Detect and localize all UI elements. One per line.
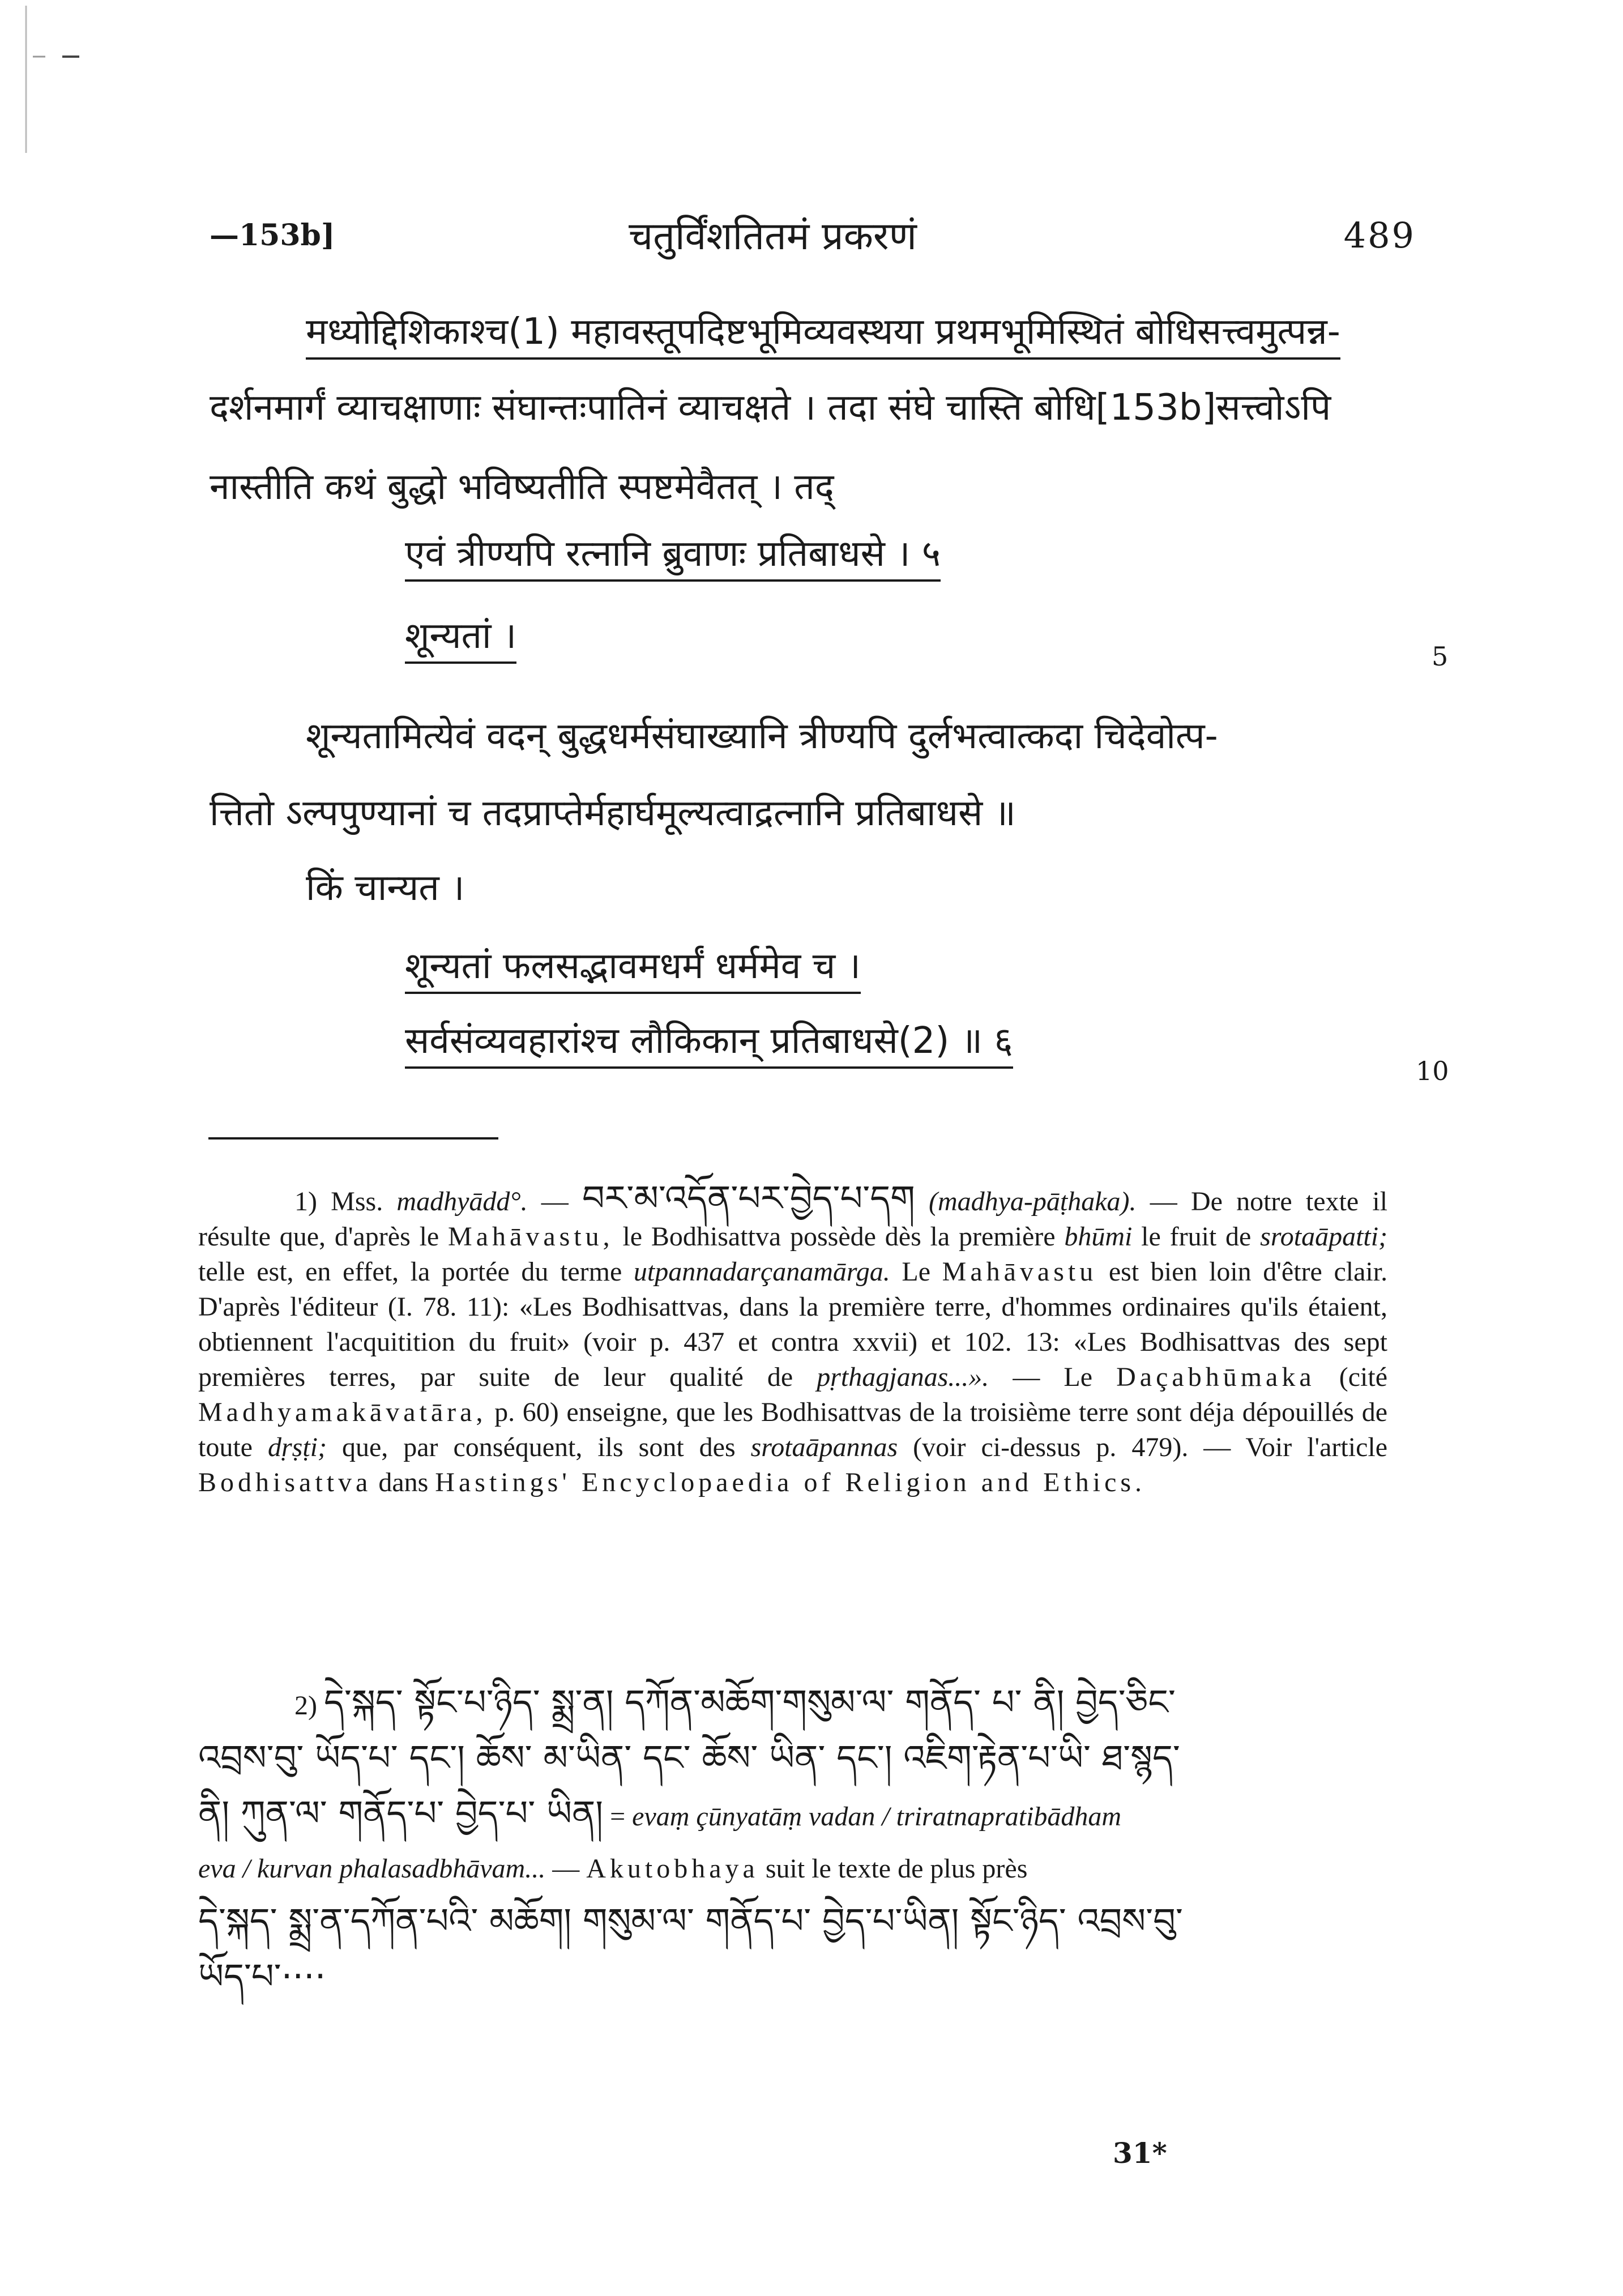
signature-mark: 31* (1113, 2136, 1167, 2170)
header-title: चतुर्विंशतितमं प्रकरणं (629, 214, 917, 259)
page-number: 489 (1343, 215, 1416, 256)
footnote-rule (208, 1137, 498, 1140)
verse-line-2: शून्यतां । (405, 614, 516, 664)
tibetan-text: དེ་སྐད་ སྨྲ་ན་དཀོན་པའི་ མཆོག། གསུམ་ལ་ གནོད་པ་ བྱེད་པ་ཡིན། སྟོང་ཉིད་ འབྲས་བུ་ (198, 1900, 1183, 1941)
header-section-ref: —153b] (210, 218, 335, 253)
body-line-2: दर्शनमार्गं व्याचक्षाणाः संघान्तःपातिनं व्याचक्षते । तदा संघे चास्ति बोधि[153b]सत्त्वोऽपि (210, 387, 1331, 429)
scan-corner-mark (0, 0, 79, 159)
verse-line-1: एवं त्रीण्यपि रत्नानि ब्रुवाणः प्रतिबाधसे । ५ (405, 532, 941, 582)
tibetan-text: བར་མ་འདོན་པར་བྱེད་པ་དག (582, 1177, 915, 1219)
margin-line-number: 5 (1432, 641, 1449, 672)
tibetan-text: དེ་སྐད་ སྟོང་པ་ཉིད་ སྨྲ་ན། དཀོན་མཆོག་གསུམ་ལ་ གནོད་ པ་ ནི། བྱེད་ཅིང་ (323, 1682, 1176, 1723)
body-line-5: त्तितो ऽल्पपुण्यानां च तदप्राप्तेर्महार्घमूल्यत्वाद्रत्नानि प्रतिबाधसे ॥ (210, 792, 1016, 834)
body-line-1: मध्योद्दिशिकाश्च(1) महावस्तूपदिष्टभूमिव्यवस्थया प्रथमभूमिस्थितं बोधिसत्त्वमुत्पन्न- (306, 310, 1340, 360)
body-line-3: नास्तीति कथं बुद्धो भविष्यतीति स्पष्टमेवैतत् । तद् (210, 466, 834, 508)
footnote-1: 1) Mss. madhyādd°. — བར་མ་འདོན་པར་བྱེད་པ་དག (madhya-pāṭhaka). — De notre texte il résulte que, d'après le Mahāvastu, le Bodhisattva possède dès la première bhūmi le fruit de srotaāpatti; telle est, en effet, la portée du terme utpannadarçanamārga. Le Mahāvastu est bien loin d'être clair. D'après l'éditeur (I. 78. 11): «Les Bodhisattvas, dans la première terre, d'hommes ordinaires qu'ils étaient, obtiennent l'acquitition du fruit» (voir p. 437 et contra xxvii) et 102. 13: «Les Bodhisattvas des sept premières terres, par suite de leur qualité de pṛthagjanas...». — Le Daçabhūmaka (cité Madhyamakāvatāra, p. 60) enseigne, que les Bodhisattvas de la troisième terre sont déja dépouillés de toute dṛṣṭi; que, par conséquent, ils sont des srotaāpannas (voir ci-dessus p. 479). — Voir l'article Bodhisattva dans Hastings' Encyclopaedia of Religion and Ethics. (198, 1177, 1388, 1497)
verse-line-4: सर्वसंव्यवहारांश्च लौकिकान् प्रतिबाधसे(2) ॥ ६ (405, 1019, 1013, 1069)
running-header (210, 214, 1416, 275)
verse-line-3: शून्यतां फलसद्भावमधर्मं धर्ममेव च । (405, 945, 861, 994)
body-line-4: शून्यतामित्येवं वदन् बुद्धधर्मसंघाख्यानि त्रीण्यपि दुर्लभत्वात्कदा चिदेवोत्प- (306, 715, 1218, 757)
margin-line-number: 10 (1416, 1056, 1449, 1086)
body-line-6: किं चान्यत । (306, 867, 465, 909)
tibetan-text: འབྲས་བུ་ ཡོད་པ་ དང་། ཆོས་ མ་ཡིན་ དང་ ཆོས་ ཡིན་ དང་། འཇིག་རྟེན་པ་ཡི་ ཐ་སྙད་ (198, 1737, 1180, 1778)
footnote-2: 2) དེ་སྐད་ སྟོང་པ་ཉིད་ སྨྲ་ན། དཀོན་མཆོག་གསུམ་ལ་ གནོད་ པ་ ནི། བྱེད་ཅིང་ འབྲས་བུ་ ཡོད་པ་ དང་། ཆོས་ མ་ཡིན་ དང་ ཆོས་ ཡིན་ དང་། འཇིག་རྟེན་པ་ཡི་ ཐ་སྙད་ ནི། ཀུན་ལ་ གནོད་པ་ བྱེད་པ་ ཡིན། = evaṃ çūnyatāṃ vadan / triratnapratibādham eva / kurvan phalasadbhāvam... — Akutobhaya suit le texte de plus près དེ་སྐད་ སྨྲ་ན་དཀོན་པའི་ མཆོག། གསུམ་ལ་ གནོད་པ་ བྱེད་པ་ཡིན། སྟོང་ཉིད་ འབྲས་བུ་ ཡོད་པ་···· (198, 1682, 1183, 1997)
tibetan-text: ཡོད་པ་···· (198, 1956, 326, 1997)
tibetan-text: ནི། ཀུན་ལ་ གནོད་པ་ བྱེད་པ་ ཡིན། (198, 1793, 604, 1834)
